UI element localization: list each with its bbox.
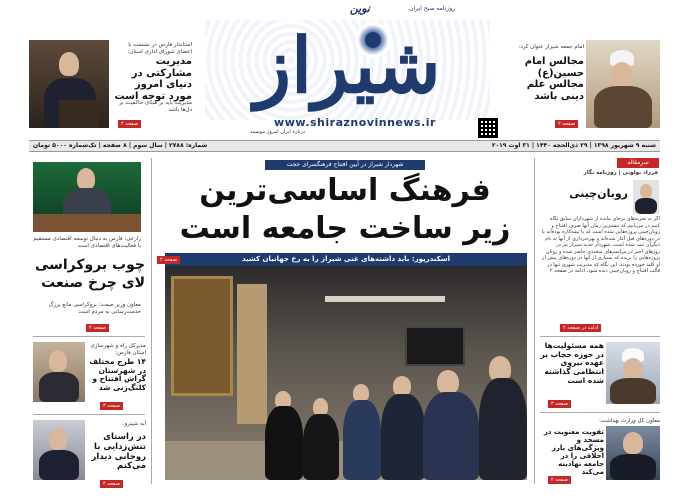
- left-story3-page-badge: صفحه ۴: [100, 480, 123, 488]
- column-author-photo: [633, 180, 659, 214]
- left-story-page-badge: صفحه ۲: [86, 324, 109, 332]
- qr-code-icon: [478, 118, 498, 138]
- masthead-subtitle: نوین: [349, 2, 370, 15]
- left-story3-kicker: آبه شینزو:: [122, 421, 146, 427]
- column-author: فرزاد بولونی | روزنامه نگار: [583, 170, 658, 176]
- top-left-page-badge: صفحه ۲: [118, 120, 141, 128]
- top-left-photo: [29, 40, 109, 128]
- top-left-sub: مدیریت باید بر مبنای حاکمیت بر دل‌ها باشد: [118, 100, 192, 113]
- left-story-headline: چوب بروکراسی لای چرخ صنعت: [34, 257, 145, 291]
- top-left-headline: مدیریت مشارکتی در دنیای امروز مورد توجه است: [114, 56, 192, 102]
- right-story3-headline: تقویت معنویت در مسجد و ویژگی‌های بارز اخلاقی را در جامعه نهادینه می‌کند: [543, 428, 604, 477]
- left-story3-photo: [33, 420, 85, 480]
- top-right-headline: مجالس امام حسین(ع) مجالس علم دینی باشد: [524, 56, 584, 102]
- left-story2-kicker: مدیرکل راه و شهرسازی استان فارس:: [90, 343, 146, 356]
- left-story3-headline: در راستای تنش‌زدایی با روحانی دیدار می‌کنم: [91, 432, 146, 472]
- left-story-caption: زارعی: فارس به دنبال توسعه اقتصادی مستقیم با فعالیت‌های اقتصادی است: [33, 236, 141, 249]
- right-story3-photo: [606, 426, 660, 480]
- divider: [540, 336, 660, 337]
- left-story2-page-badge: صفحه ۳: [100, 402, 123, 410]
- info-date: شنبه ۹ شهریور ۱۳۹۸ | ۲۹ ذی‌الحجه ۱۴۴۰ | ۳۱ اوت ۲۰۱۹: [491, 142, 656, 149]
- info-issue: شماره: ۲۷۸۸ | سال سوم | ۸ صفحه | تک‌شماره ۵۰۰۰ تومان: [33, 142, 208, 149]
- right-story3-kicker: معاون کل وزارت بهداشت:: [598, 418, 660, 424]
- right-story3-page-badge: صفحه ۲: [548, 476, 571, 484]
- slogan: درباره ایران امروز بنویسید: [249, 129, 305, 135]
- main-photo-page-badge: صفحه ۲: [157, 256, 180, 264]
- divider: [33, 414, 145, 415]
- left-story-sub: معاون وزیر صمت: بروکراسی مانع بزرگ خدمت‌رسانی به مردم است: [48, 302, 141, 315]
- main-kicker: شهردار شیراز در آیین افتتاح فرهنگسرای حجت: [265, 160, 425, 170]
- masthead-tagline: روزنامه صبح ایران: [409, 5, 455, 12]
- column-separator: [151, 158, 152, 484]
- right-story2-headline: همه مسئولیت‌ها در حوزه حجاب بر عهده نیروی انتظامی گذاشته شده است: [540, 341, 604, 385]
- top-right-page-badge: صفحه ۲: [555, 120, 578, 128]
- divider: [33, 336, 145, 337]
- column-section: سرمقاله: [617, 158, 659, 168]
- column-title: روبان‌چینی: [569, 187, 628, 200]
- left-story2-photo: [33, 342, 85, 402]
- top-left-kicker: استاندار فارس در نشست با اعضای شورای اداری استان:: [127, 42, 192, 55]
- main-headline-2: زیر ساخت جامعه است: [179, 211, 511, 246]
- left-story2-headline: ۱۴ طرح مختلف در شهرستان گراش افتتاح و کلنگ‌زنی شد: [89, 357, 146, 392]
- divider: [540, 412, 660, 413]
- column-page-badge: ادامه در صفحه ۲: [560, 324, 601, 332]
- main-headline-1: فرهنگ اساسی‌ترین: [199, 173, 491, 208]
- nameplate: شیراز: [254, 21, 441, 110]
- info-bar: [29, 140, 660, 152]
- masthead: [205, 0, 490, 136]
- left-story-photo: [33, 162, 141, 232]
- top-right-kicker: امام جمعه شیراز عنوان کرد:: [518, 44, 584, 50]
- website: www.shiraznovinnews.ir: [274, 116, 436, 129]
- top-right-photo: [586, 40, 660, 128]
- right-story2-photo: [606, 342, 660, 404]
- right-story2-page-badge: صفحه ۳: [548, 400, 571, 408]
- main-photo-caption: اسکندرپور: باید داشته‌های غنی شیراز را به رخ جهانیان کشید: [165, 253, 527, 266]
- column-body: اگر به تجربه‌های برجای مانده از شهرداران سابق نگاه کنیم در می‌یابیم که بیشترین زمان آنها صرف افتتاح و روبان‌چینی پروژه‌هایی شده است که یا نیمه‌کاره بوده‌اند یا در دوره‌های قبل آغاز شده‌اند و بهره‌برداری از آنها به نام دیگران ثبت شده است. شهردار جدید شیراز نیز در روزهای اخیر در مراسم‌های متعددی حاضر شده و روبان پروژه‌هایی را بریده که بسیاری از آنها در دوره‌های پیش از او کلید خورده بودند. این نگاه که مدیریت شهری تنها در قالب افتتاح و روبان‌چینی دیده شود، ادامه در صفحه ۲: [541, 216, 660, 274]
- column-separator: [534, 158, 535, 484]
- main-photo: [165, 266, 527, 480]
